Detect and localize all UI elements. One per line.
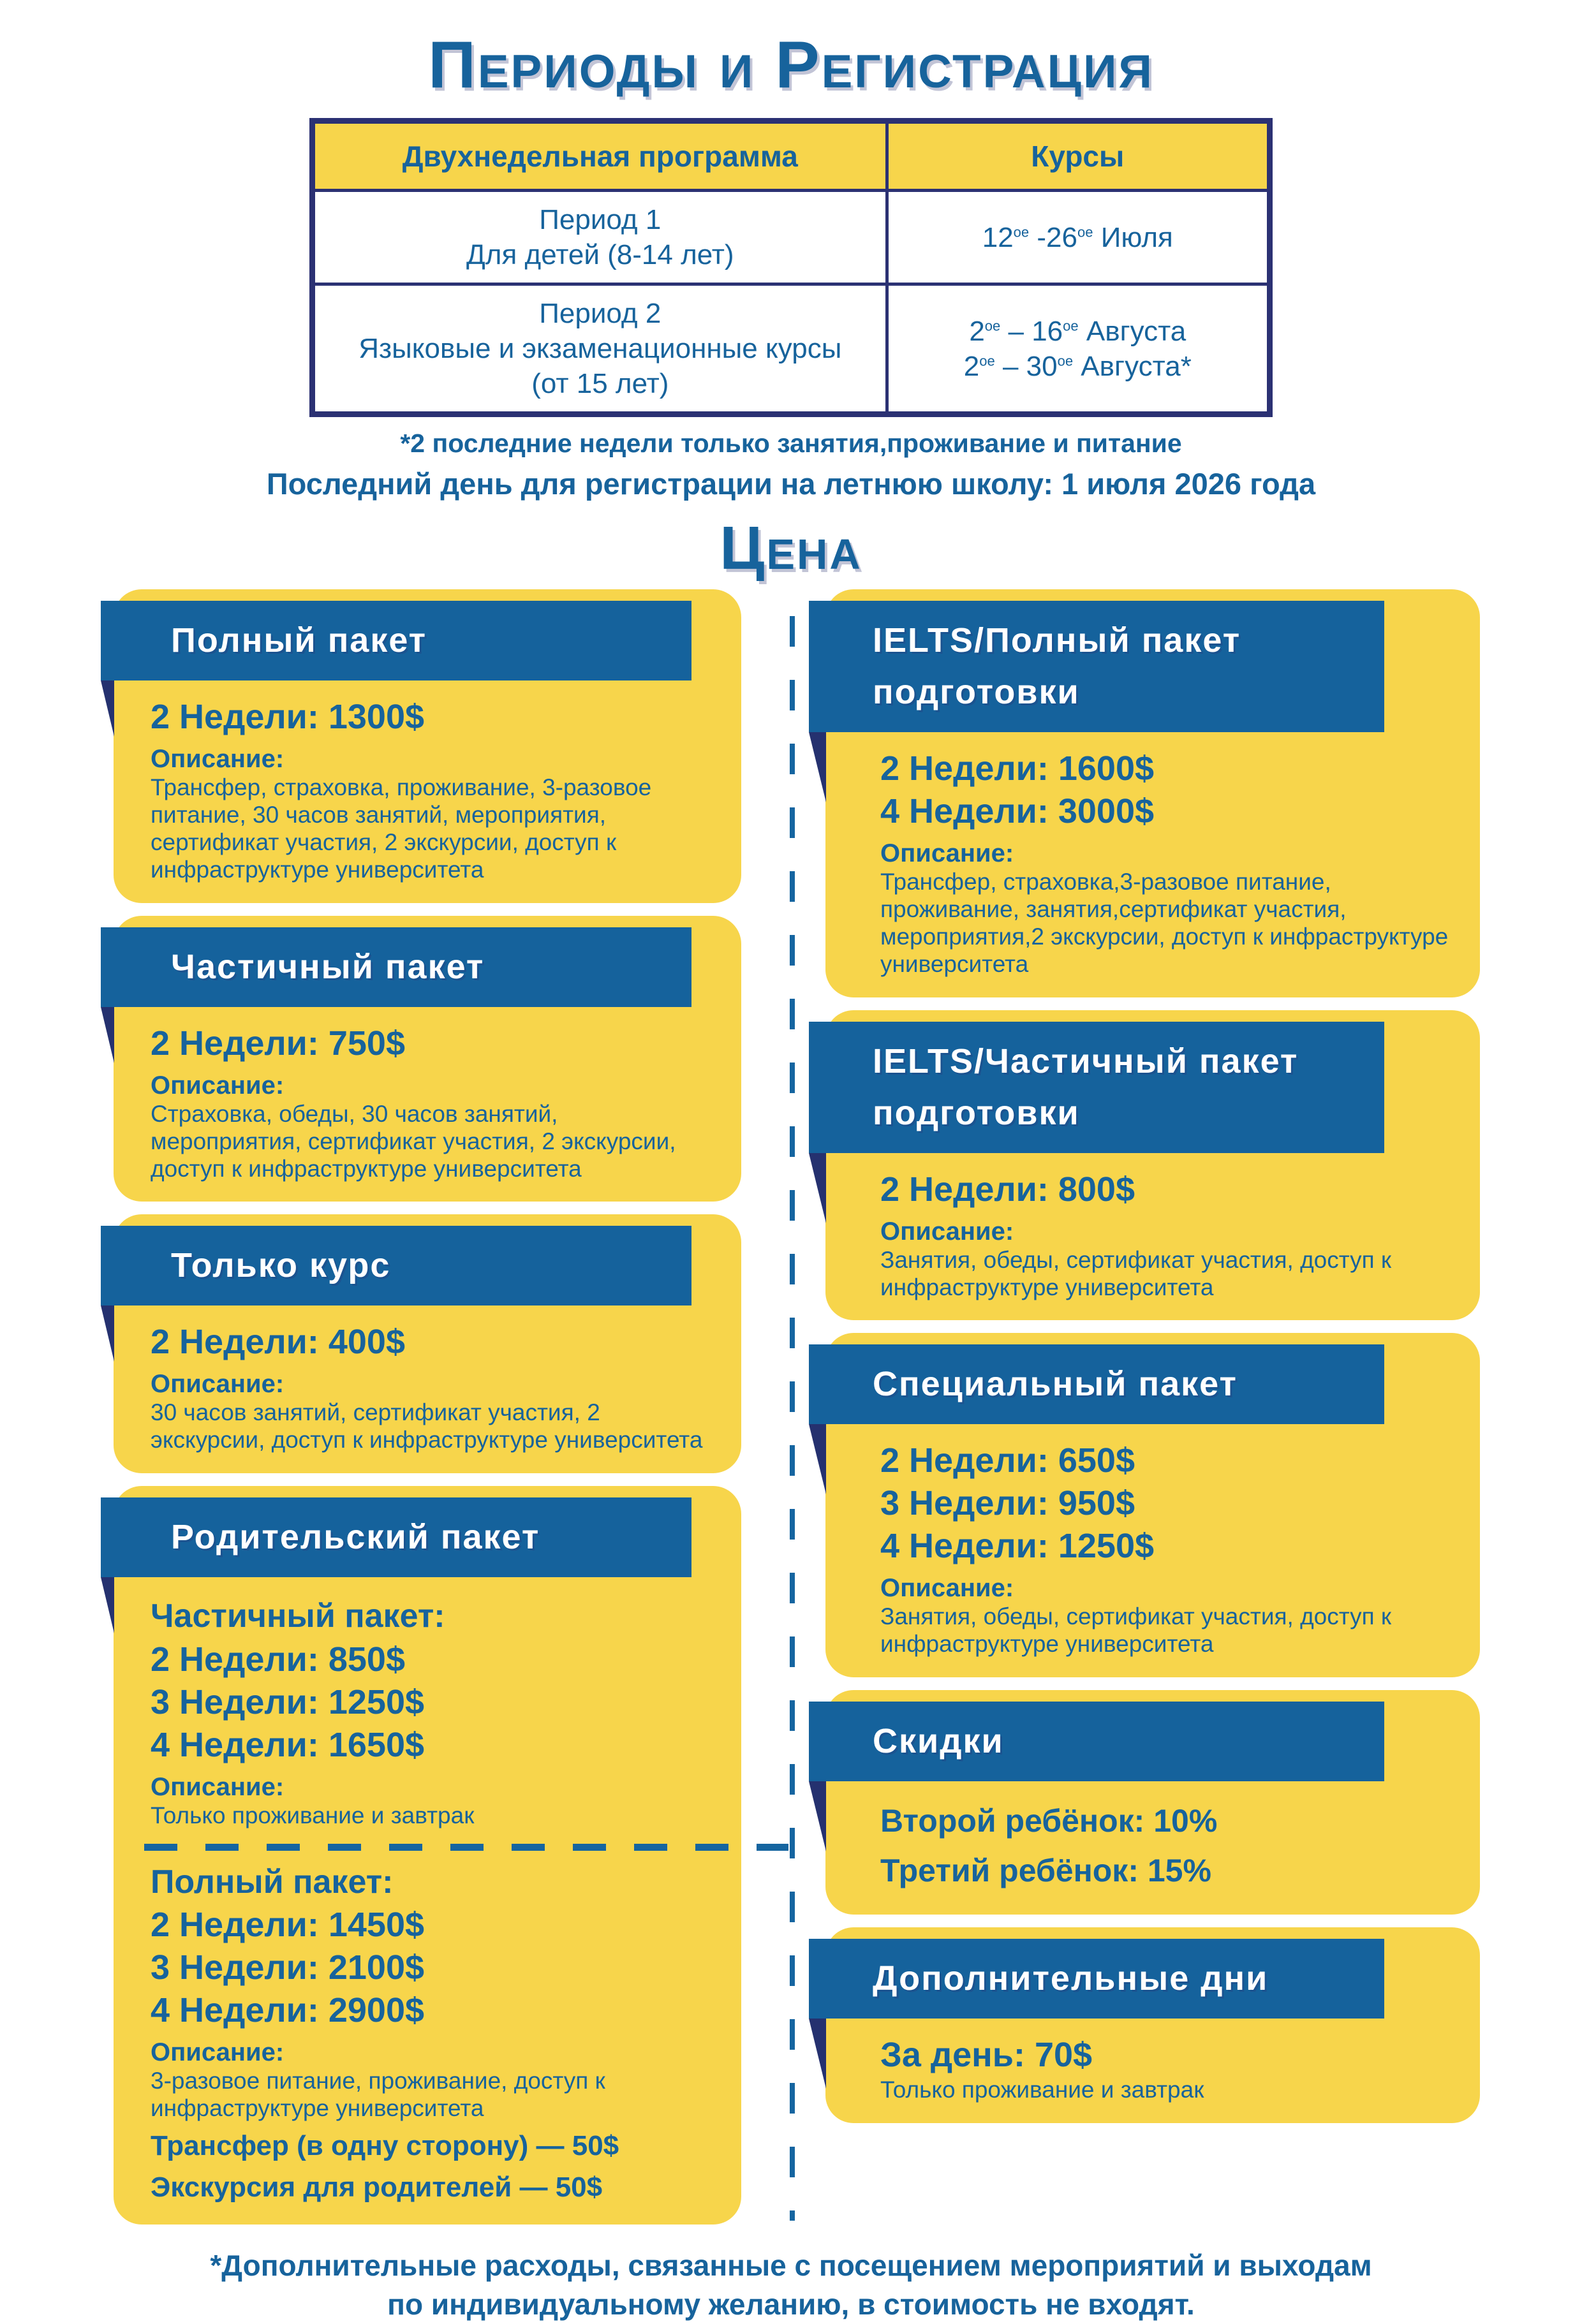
card-line-price: 2 Недели: 750$: [151, 1024, 405, 1063]
program-line: Период 1: [539, 204, 662, 236]
card-line-label: Описание:: [151, 1772, 285, 1801]
registration-table: [309, 118, 1273, 417]
price-card: [114, 1214, 741, 1473]
price-card: [825, 1927, 1480, 2123]
card-fold: [809, 2019, 826, 2089]
card-title: Родительский пакет: [171, 1518, 540, 1557]
courses-line: $2^{ое} - 16^{ое}$ Августа: [969, 315, 1186, 347]
card-body: [114, 680, 741, 884]
card-body: [825, 732, 1480, 978]
card-line-discount: Третий ребёнок: 15%: [880, 1852, 1211, 1888]
card-fold: [101, 1007, 114, 1063]
program-line: Период 2: [539, 298, 662, 330]
card-line-discount: Второй ребёнок: 10%: [880, 1803, 1218, 1839]
price-section-title: Цена: [720, 514, 862, 583]
card-line-desc: Только проживание и завтрак: [880, 2077, 1204, 2103]
card-fold: [101, 680, 114, 737]
card-line-bold: Трансфер (в одну сторону) — 50$: [151, 2129, 619, 2161]
card-body: [114, 1305, 741, 1454]
table-row: [313, 284, 1270, 415]
price-card: [114, 1486, 741, 2225]
card-title-band: [809, 1939, 1384, 2019]
card-body: [825, 1781, 1480, 1895]
card-title-band: [809, 601, 1384, 732]
table-header-program: Двухнедельная программа: [313, 121, 887, 191]
card-fold: [809, 1424, 826, 1494]
card-body: [114, 1577, 741, 2205]
card-line-label: Описание:: [880, 839, 1014, 868]
card-fold: [101, 1305, 114, 1362]
courses-line: $2^{ое} - 30^{ое}$ Августа*: [963, 350, 1192, 382]
card-title: IELTS/Частичный пакет подготовки: [873, 1041, 1299, 1132]
card-line-price: 3 Недели: 1250$: [151, 1682, 425, 1721]
card-line-label: Описание:: [151, 2038, 285, 2067]
card-body: [825, 2019, 1480, 2104]
card-line-price: 4 Недели: 1250$: [880, 1527, 1155, 1566]
courses-line: $12^{ое}$ $-26^{ое}$ Июля: [982, 221, 1173, 253]
card-line-subtitle: Частичный пакет:: [151, 1598, 445, 1635]
card-title: Специальный пакет: [873, 1365, 1238, 1404]
program-line: (от 15 лет): [531, 368, 669, 400]
card-title-band: [809, 1344, 1384, 1424]
price-card: [114, 916, 741, 1202]
card-fold: [101, 1577, 114, 1633]
table-header-courses: Курсы: [887, 121, 1269, 191]
page-title: Периоды и Регистрация: [428, 28, 1154, 102]
card-line-label: Описание:: [151, 745, 285, 774]
courses-cell: [887, 284, 1269, 415]
center-dashed-divider: [790, 616, 795, 2221]
card-body: [114, 1007, 741, 1183]
card-line-price: 2 Недели: 850$: [151, 1640, 405, 1679]
card-line-price: 4 Недели: 3000$: [880, 792, 1155, 831]
program-cell: [313, 284, 887, 415]
card-title-band: [101, 927, 691, 1007]
card-line-label: Описание:: [151, 1071, 285, 1099]
card-fold: [809, 732, 826, 802]
poster-page: [0, 28, 1582, 2321]
card-line-price: 2 Недели: 1600$: [880, 749, 1155, 788]
footer-note: *Дополнительные расходы, связанные с посещением мероприятий и выходам по индивидуальному желанию, в стоимость не входят.: [210, 2249, 1372, 2321]
table-header-row: [313, 121, 1270, 191]
card-line-label: Описание:: [151, 1370, 285, 1399]
pricing-columns: [0, 585, 1582, 2225]
card-line-desc: Трансфер, страховка, проживание, 3-разовое питание, 30 часов занятий, мероприятия, сертификат участия, 2 экскурсии, доступ к инфраструктуре университета: [151, 774, 652, 883]
card-title: Дополнительные дни: [873, 1959, 1269, 1998]
card-line-desc: Только проживание и завтрак: [151, 1802, 475, 1828]
card-line-desc: 30 часов занятий, сертификат участия, 2 экскурсии, доступ к инфраструктуре университета: [151, 1399, 703, 1453]
card-body: [825, 1153, 1480, 1302]
pricing-column-right: [825, 589, 1480, 2225]
card-line-label: Описание:: [880, 1574, 1014, 1603]
registration-deadline: Последний день для регистрации на летнюю школу: 1 июля 2026 года: [266, 467, 1316, 501]
card-line-desc: Занятия, обеды, сертификат участия, доступ к инфраструктуре университета: [880, 1603, 1392, 1658]
card-fold: [809, 1781, 826, 1851]
card-title-band: [101, 1226, 691, 1305]
program-line: Языковые и экзаменационные курсы: [359, 333, 842, 365]
price-card: [825, 589, 1480, 997]
price-card: [825, 1010, 1480, 1321]
card-title: Частичный пакет: [171, 947, 485, 986]
card-fold: [809, 1153, 826, 1223]
card-line-price: За день: 70$: [880, 2036, 1093, 2075]
card-line-price: 4 Недели: 1650$: [151, 1725, 425, 1764]
card-line-desc: Занятия, обеды, сертификат участия, доступ к инфраструктуре университета: [880, 1246, 1392, 1300]
price-card: [114, 589, 741, 903]
table-body: [313, 191, 1270, 415]
card-line-price: 2 Недели: 650$: [880, 1441, 1135, 1480]
card-line-price: 2 Недели: 800$: [880, 1170, 1135, 1209]
card-title: IELTS/Полный пакет подготовки: [873, 621, 1241, 712]
card-dashed-divider: [144, 1844, 788, 1851]
card-line-price: 3 Недели: 950$: [880, 1484, 1135, 1523]
card-line-price: 4 Недели: 2900$: [151, 1991, 425, 2030]
card-title-band: [101, 1497, 691, 1577]
card-line-subtitle: Полный пакет:: [151, 1863, 394, 1901]
footnote-asterisk: *2 последние недели только занятия,проживание и питание: [400, 429, 1182, 459]
card-line-price: 3 Недели: 2100$: [151, 1948, 425, 1987]
pricing-column-left: [114, 589, 741, 2225]
card-title: Только курс: [171, 1246, 391, 1285]
card-line-price: 2 Недели: 1450$: [151, 1906, 425, 1945]
program-line: Для детей (8-14 лет): [466, 239, 734, 271]
card-title-band: [101, 601, 691, 680]
program-cell: [313, 191, 887, 284]
card-title-band: [809, 1022, 1384, 1153]
card-line-price: 2 Недели: 1300$: [151, 698, 425, 737]
card-title: Полный пакет: [171, 621, 427, 660]
card-line-desc: 3-разовое питание, проживание, доступ к инфраструктуре университета: [151, 2068, 605, 2121]
card-line-desc: Трансфер, страховка,3-разовое питание, проживание, занятия,сертификат участия, мероприятия,2 экскурсии, доступ к инфраструктуре университета: [880, 869, 1449, 977]
card-line-bold: Экскурсия для родителей — 50$: [151, 2172, 603, 2203]
price-card: [825, 1690, 1480, 1915]
card-line-label: Описание:: [880, 1217, 1014, 1246]
table-row: [313, 191, 1270, 284]
card-title-band: [809, 1702, 1384, 1781]
card-line-price: 2 Недели: 400$: [151, 1323, 405, 1362]
card-title: Скидки: [873, 1722, 1004, 1761]
card-line-desc: Страховка, обеды, 30 часов занятий, мероприятия, сертификат участия, 2 экскурсии, доступ к инфраструктуре университета: [151, 1100, 676, 1182]
courses-cell: [887, 191, 1269, 284]
card-body: [825, 1424, 1480, 1658]
price-card: [825, 1333, 1480, 1677]
